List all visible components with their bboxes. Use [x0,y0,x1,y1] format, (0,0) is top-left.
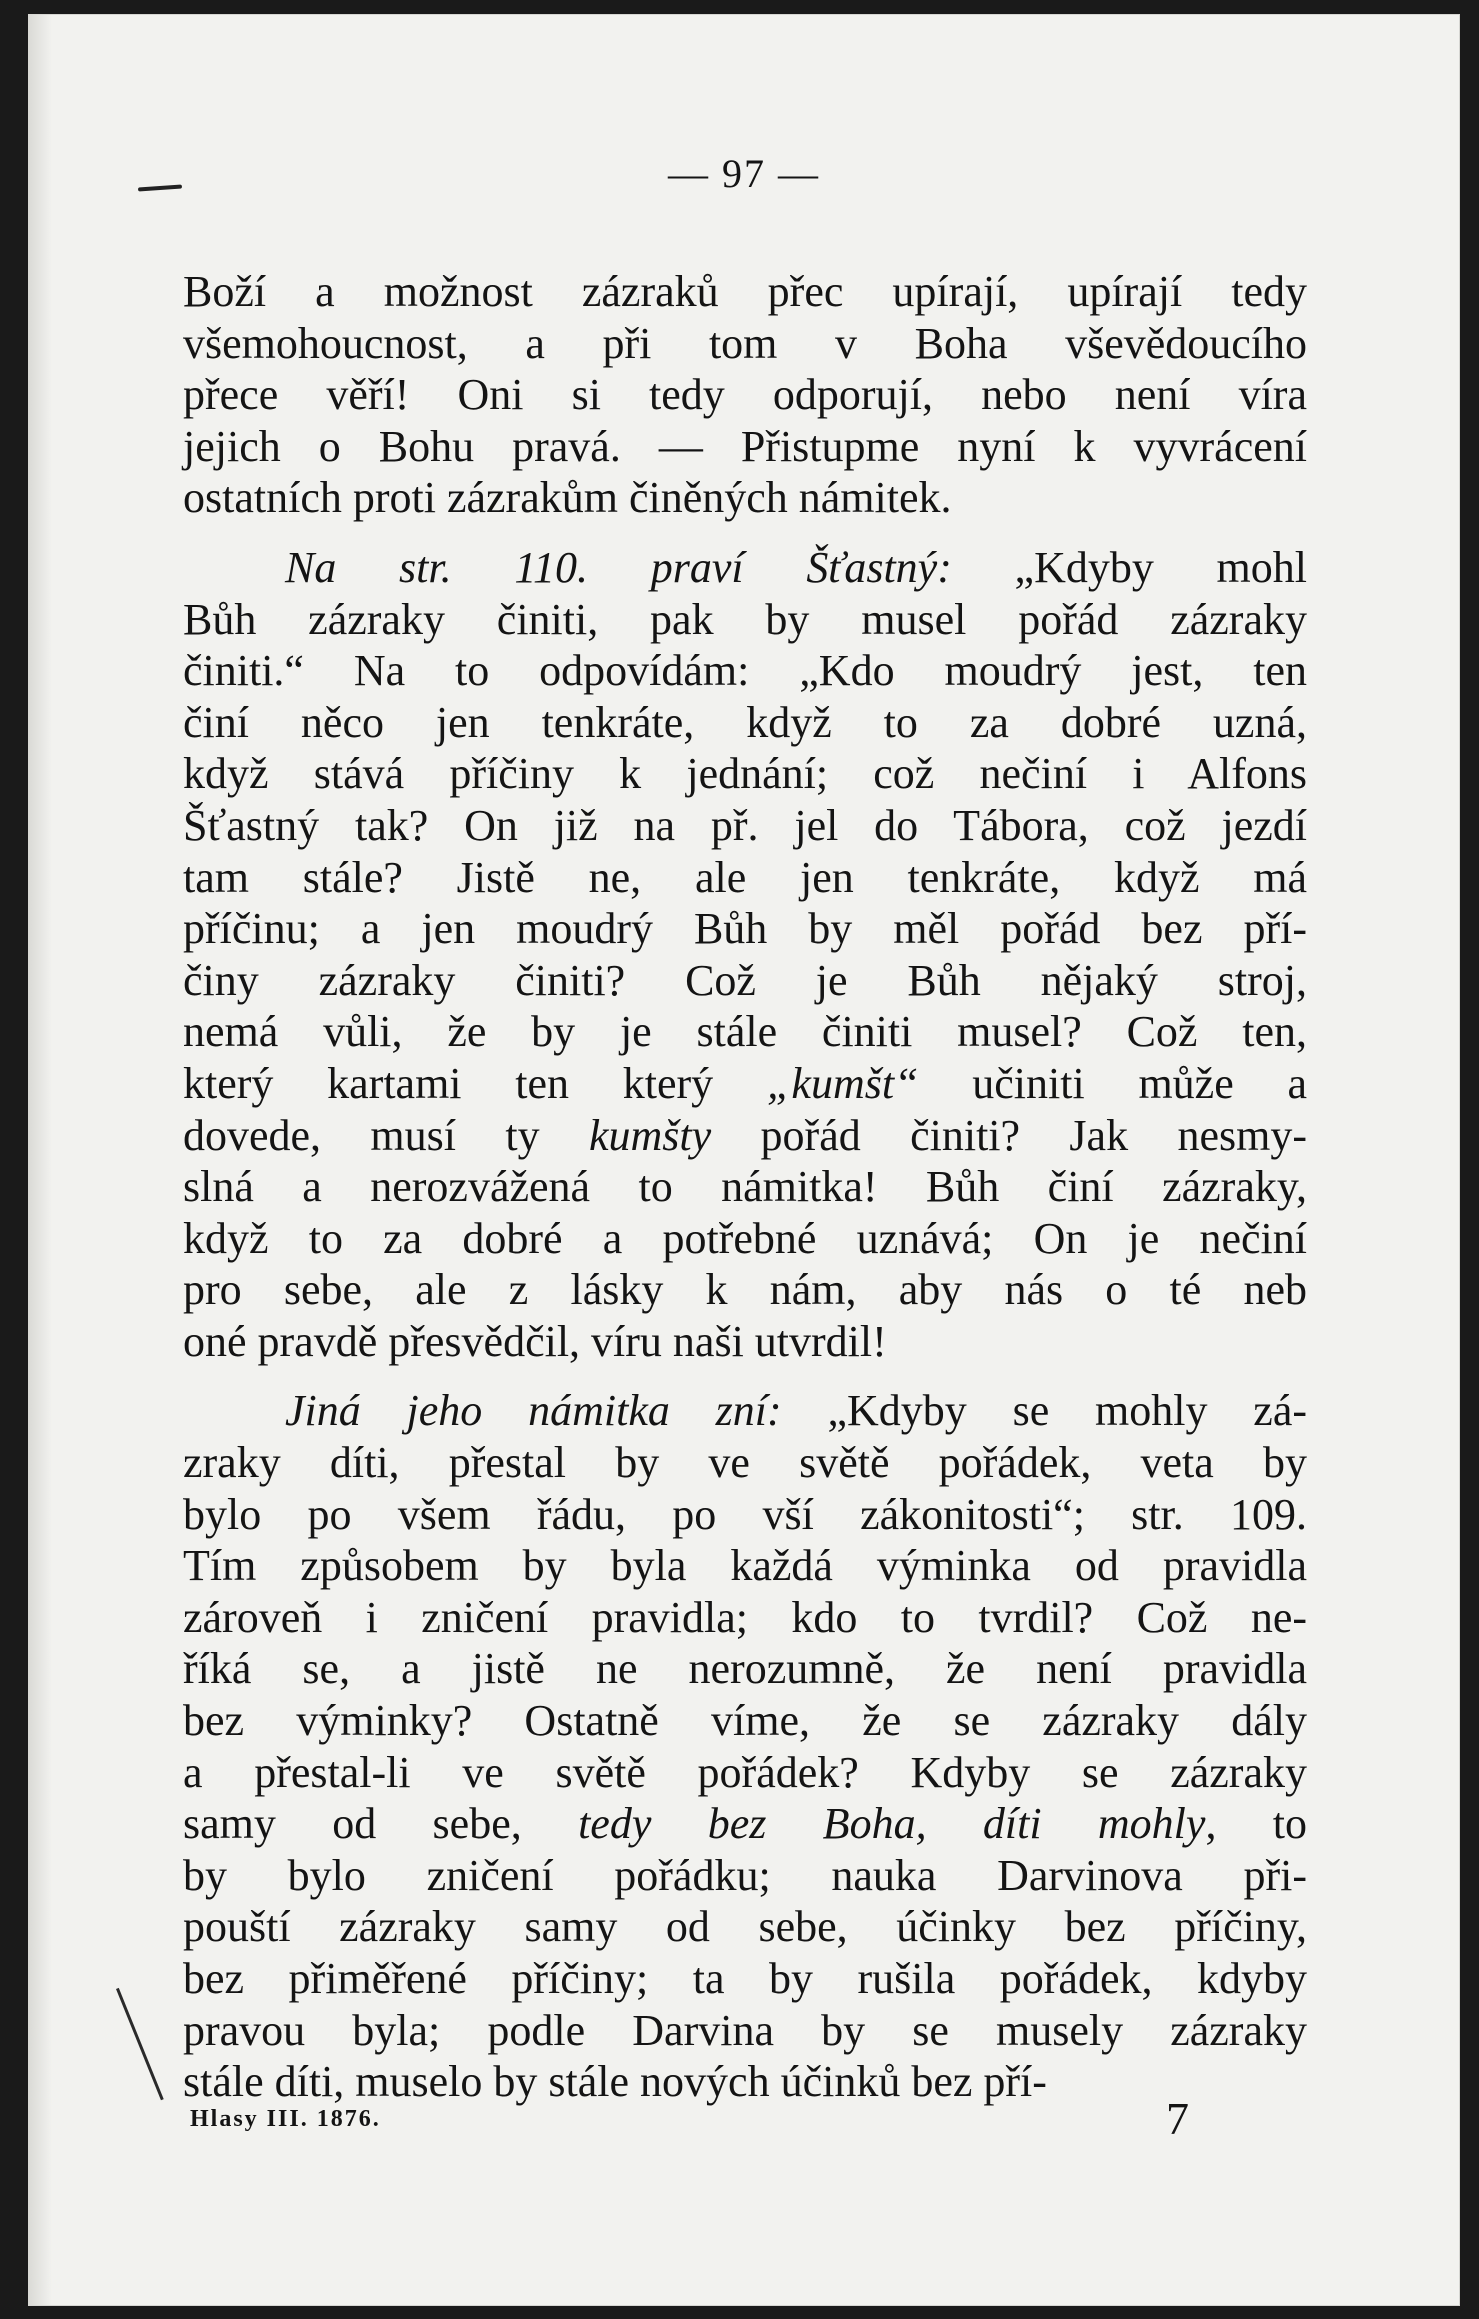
text-run: když to za dobré a potřebné uznává; On je nečiní [183,1213,1307,1263]
text-line [183,2056,1307,2108]
text-run: Šťastný tak? On již na př. jel do Tábora, což jezdí [183,800,1307,850]
margin-scratch [116,1988,164,2100]
text-line [183,2005,1307,2057]
text-run: Bůh zázraky činiti, pak by musel pořád zázraky [183,594,1307,644]
text-line [183,594,1307,646]
emphasized-text: Na str. 110. praví Šťastný: [285,542,952,592]
text-line [183,1901,1307,1953]
text-line [183,318,1307,370]
text-run: všemohoucnost, a při tom v Boha vševědoucího [183,318,1307,368]
text-line [183,800,1307,852]
text-line [183,1006,1307,1058]
text-line [183,1747,1307,1799]
text-line [183,1437,1307,1489]
text-line [183,852,1307,904]
text-line [183,1798,1307,1850]
text-line [183,1695,1307,1747]
text-line [183,1110,1307,1162]
text-line [183,1058,1307,1110]
text-line [183,748,1307,800]
text-line [183,1850,1307,1902]
text-run: jejich o Bohu pravá. — Přistupme nyní k vyvrácení [183,421,1307,471]
text-line [183,1385,1307,1437]
text-run: pouští zázraky samy od sebe, účinky bez příčiny, [183,1902,1307,1952]
text-run: nemá vůli, že by je stále činiti musel? Což ten, [183,1007,1307,1057]
text-run: „Kdyby se mohly zá- [781,1386,1307,1436]
text-run: bylo po všem řádu, po vší zákonitosti“; str. 109. [183,1489,1307,1539]
text-line [183,645,1307,697]
text-run: Boží a možnost zázraků přec upírají, upírají tedy [183,267,1307,316]
sheet-number: 7 [1166,2093,1189,2144]
text-run: „Kdyby mohl [951,542,1307,592]
text-run: pořád činiti? Jak nesmy- [711,1110,1307,1160]
printer-signature: Hlasy III. 1876. [190,2106,381,2132]
text-run: by bylo zničení pořádku; nauka Darvinova při- [183,1850,1307,1900]
text-line [183,1592,1307,1644]
emphasized-text: kumšty [588,1110,712,1160]
text-line [183,1540,1307,1592]
text-line [183,903,1307,955]
page-edge-shadow [28,14,52,2306]
book-page [28,14,1460,2306]
paragraph [183,266,1307,524]
text-run: stále díti, muselo by stále nových účinků bez pří- [183,2057,1047,2107]
text-run: zároveň i zničení pravidla; kdo to tvrdil? Což ne- [183,1592,1307,1642]
paragraph [183,1385,1307,2107]
text-line [183,697,1307,749]
text-line [183,421,1307,473]
text-run: dovede, musí ty [183,1110,589,1160]
paragraph [183,542,1307,1368]
text-run: ostatních proti zázrakům činěných námitek. [183,473,952,523]
text-line [183,1489,1307,1541]
text-run: slná a nerozvážená to námitka! Bůh činí zázraky, [183,1162,1307,1212]
text-run: pro sebe, ale z lásky k nám, aby nás o té neb [183,1265,1307,1315]
text-run: přece věří! Oni si tedy odporují, nebo není víra [183,370,1307,420]
text-run: , to [1205,1799,1307,1849]
text-run: tam stále? Jistě ne, ale jen tenkráte, když má [183,852,1307,902]
text-line [183,266,1307,318]
text-run: oné pravdě přesvědčil, víru naši utvrdil! [183,1316,887,1366]
text-run: který kartami ten který [183,1058,767,1108]
text-run: pravou byla; podle Darvina by se musely zázraky [183,2005,1307,2055]
text-run: příčinu; a jen moudrý Bůh by měl pořád bez pří- [183,904,1307,954]
text-run: zraky díti, přestal by ve světě pořádek, veta by [183,1438,1307,1488]
text-line [183,1161,1307,1213]
text-line [183,542,1307,594]
text-run: bez výminky? Ostatně víme, že se zázraky dály [183,1696,1307,1746]
page-number: — 97 — [668,151,820,196]
text-run: činiti.“ Na to odpovídám: „Kdo moudrý jest, ten [183,646,1307,696]
text-run: samy od sebe, [183,1799,579,1849]
emphasized-text: „kumšt“ [766,1058,919,1108]
text-run: bez přiměřené příčiny; ta by rušila pořádek, kdyby [183,1954,1307,2003]
text-run: učiniti může a [918,1058,1308,1108]
emphasized-text: Jiná jeho námitka zní: [285,1386,782,1436]
text-line [183,1264,1307,1316]
text-run: říká se, a jistě ne nerozumně, že není pravidla [183,1644,1307,1694]
main-text [183,266,1307,2108]
text-line [183,1213,1307,1265]
text-line [183,1953,1307,2005]
text-line [183,1643,1307,1695]
text-run: činy zázraky činiti? Což je Bůh nějaký stroj, [183,955,1307,1005]
text-run: Tím způsobem by byla každá výminka od pravidla [183,1541,1307,1591]
text-line [183,472,1307,524]
text-run: činí něco jen tenkráte, když to za dobré uzná, [183,697,1307,747]
text-run: a přestal-li ve světě pořádek? Kdyby se zázraky [183,1747,1307,1797]
emphasized-text: tedy bez Boha, díti mohly [578,1799,1206,1849]
text-run: když stává příčiny k jednání; což nečiní i Alfons [183,749,1307,799]
text-line [183,369,1307,421]
text-line [183,1316,1307,1368]
text-line [183,955,1307,1007]
